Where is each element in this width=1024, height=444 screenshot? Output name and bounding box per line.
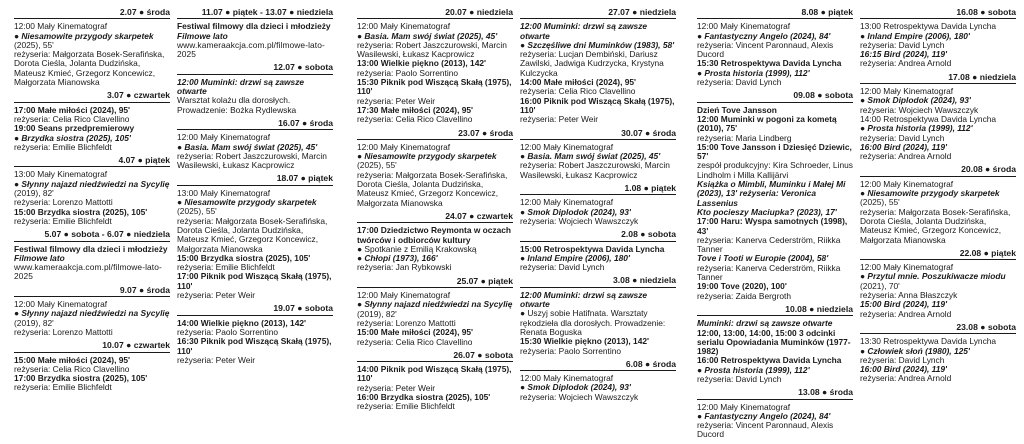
program-line: (2025), 55'	[177, 206, 217, 217]
program-line: 12:00 Mały Kinematograf	[14, 21, 108, 32]
date-header: 2.07 ● środa	[14, 8, 170, 19]
director-credit: reżyseria: Emilie Blichfeldt	[14, 215, 112, 226]
director-credit: reżyseria: Robert Jaszczurowski, Marcin Wasilewski, Łukasz Kacprowicz	[177, 150, 330, 171]
film-title: Filmowe lato	[14, 252, 65, 263]
program-line: (2019), 82'	[14, 317, 54, 328]
director-credit: reżyseria: Vincent Paronnaud, Alexis Ducord	[697, 39, 836, 60]
program-line: 12:00 Mały Kinematograf	[860, 262, 954, 273]
program-line: 17:30 Małe miłości (2024), 95'	[357, 104, 474, 115]
director-credit: reżyseria: Kanerva Cederström, Riikka Tanner	[697, 234, 843, 255]
film-title: ● Słynny najazd niedźwiedzi na Sycylię	[357, 299, 513, 310]
film-title: ● Prosta historia (1999), 112'	[697, 67, 810, 78]
date-header: 24.07 ● czwartek	[357, 212, 513, 223]
program-line: 17:00 Haru: Wyspa samotnych (1998), 43'	[697, 216, 850, 236]
director-credit: reżyseria: Robert Jaszczurowski, Marcin Wasilewski, Łukasz Kacprowicz	[357, 39, 510, 60]
day-section	[860, 165, 1016, 244]
film-title: ● Słynny najazd niedźwiedzi na Sycylię	[14, 308, 170, 319]
day-section	[697, 90, 856, 301]
program-line: 12:00 Muminki w pogoni za kometą (2010), 75'	[697, 113, 839, 134]
program-line: 15:00 Brzydka siostra (2025), 105'	[177, 252, 311, 263]
director-credit: reżyseria: Peter Weir	[177, 354, 256, 365]
program-line: Warsztat kolażu dla dorosłych.	[177, 95, 291, 106]
program-line: 14:00 Wielkie piękno (2013), 142'	[177, 317, 307, 328]
program-line: Festiwal filmowy dla dzieci i młodzieży	[14, 243, 168, 254]
schedule-column	[860, 8, 1016, 388]
date-header: 10.07 ● czwartek	[14, 341, 170, 352]
date-header: 13.08 ● środa	[697, 388, 853, 399]
film-title: ● Prosta historia (1999), 112'	[697, 364, 810, 375]
program-line: 16:00 Piknik pod Wiszącą Skałą (1975), 110'	[520, 95, 677, 115]
date-header: 12.07 ● sobota	[177, 63, 333, 74]
program-line: 12:00 Mały Kinematograf	[697, 21, 791, 32]
film-title: ● Basia. Mam swój świat (2025), 45'	[357, 30, 498, 41]
director-credit: reżyseria: Wojciech Wawszczyk	[520, 391, 639, 402]
day-section	[520, 230, 676, 272]
program-line: 17:00 Piknik pod Wiszącą Skałą (1975), 110'	[177, 271, 334, 291]
date-header: 30.07 ● środa	[520, 129, 676, 140]
day-section	[697, 388, 853, 439]
program-line: 14:00 Małe miłości (2024), 95'	[520, 77, 637, 88]
program-line: 13:00 Mały Kinematograf	[14, 169, 108, 180]
date-header: 20.08 ● środa	[860, 165, 1016, 176]
day-section	[697, 8, 853, 87]
day-section	[357, 351, 513, 412]
day-section	[14, 156, 170, 226]
film-title: ● Szczęśliwe dni Muminków (1983), 58'	[520, 39, 675, 50]
director-credit: reżyseria: Zaida Bergroth	[697, 290, 792, 301]
film-title: ● Słynny najazd niedźwiedzi na Sycylię	[14, 178, 170, 189]
date-header: 3.08 ● niedziela	[520, 276, 676, 287]
program-line: 12:00 Mały Kinematograf	[357, 21, 451, 32]
program-line: 12:00 Mały Kinematograf	[520, 373, 614, 384]
program-line: 17:00 Dziedzictwo Reymonta w oczach twórców i odbiorców kultury	[357, 225, 514, 245]
film-title: Książka o Mimbli, Muminku i Małej Mi (2023), 13' reżyseria: Veronica Lassenius	[697, 179, 848, 208]
director-credit: reżyseria: Vincent Paronnaud, Alexis Ducord	[697, 420, 836, 440]
program-line: 13:00 Mały Kinematograf	[177, 187, 271, 198]
director-credit: reżyseria: Emilie Blichfeldt	[14, 382, 112, 393]
program-line: 16:30 Piknik pod Wiszącą Skałą (1975), 110'	[177, 336, 334, 356]
director-credit: reżyseria: Emilie Blichfeldt	[14, 141, 112, 152]
day-section	[14, 286, 170, 337]
program-line: Prowadzenie: Bożka Rydlewska	[177, 104, 297, 115]
director-credit: reżyseria: Celia Rico Clavellino	[14, 113, 130, 124]
director-credit: reżyseria: Paolo Sorrentino	[177, 326, 279, 337]
date-header: 27.07 ● niedziela	[520, 8, 676, 19]
date-header: 2.08 ● sobota	[520, 230, 676, 241]
program-line: 15:00 Retrospektywa Davida Lyncha	[520, 243, 665, 254]
director-credit: reżyseria: Małgorzata Bosek-Serafińska, Dorota Cieśla, Jolanta Dudzińska, Mateusz Kmieć, Grzegorz Koncewicz, Małgorzata Mianowska	[177, 215, 330, 254]
director-credit: reżyseria: Emilie Blichfeldt	[177, 262, 275, 273]
film-title: 12:00 Muminki: drzwi są zawsze otwarte	[520, 21, 650, 41]
director-credit: reżyseria: Małgorzata Bosek-Serafińska, Dorota Cieśla, Jolanta Dudzińska, Mateusz Kmieć, Grzegorz Koncewicz, Małgorzata Mianowska	[357, 169, 510, 208]
director-credit: reżyseria: Maria Lindberg	[697, 132, 792, 143]
program-line: Festiwal filmowy dla dzieci i młodzieży	[177, 21, 331, 32]
date-header: 3.07 ● czwartek	[14, 91, 170, 102]
program-line: 13:00 Wielkie piękno (2013), 142'	[357, 58, 487, 69]
program-line: 16:00 Brzydka siostra (2025), 105'	[357, 391, 491, 402]
schedule-column	[177, 8, 333, 369]
film-title: Muminki: drzwi są zawsze otwarte	[697, 318, 833, 329]
film-title: ● Inland Empire (2006), 180'	[520, 252, 630, 263]
program-line: 13:00 Retrospektywa Davida Lyncha	[860, 21, 997, 32]
schedule-column	[520, 8, 676, 406]
schedule-column	[14, 8, 170, 397]
date-header: 22.08 ● piątek	[860, 249, 1016, 260]
film-title: 16:00 Bird (2024), 119'	[860, 141, 948, 152]
schedule-column	[357, 8, 513, 416]
day-section	[520, 360, 676, 402]
program-line: 14:00 Piknik pod Wiszącą Skałą (1975), 110'	[357, 364, 514, 384]
program-line: 15:30 Retrospektywa Davida Lyncha	[697, 58, 842, 69]
film-title: Filmowe lato	[177, 30, 228, 41]
program-line: 16:00 Retrospektywa Davida Lyncha	[697, 355, 842, 366]
director-credit: reżyseria: David Lynch	[860, 39, 945, 50]
program-line: 19:00 Seans przedpremierowy	[14, 123, 135, 134]
program-line: 12:00 Mały Kinematograf	[357, 290, 451, 301]
day-section	[520, 129, 676, 180]
director-credit: reżyseria: Jan Rybkowski	[357, 262, 452, 273]
date-header: 5.07 ● sobota - 6.07 ● niedziela	[14, 230, 170, 241]
date-header: 20.07 ● niedziela	[357, 8, 513, 19]
date-header: 23.08 ● sobota	[860, 323, 1016, 334]
director-credit: reżyseria: David Lynch	[860, 354, 945, 365]
day-section	[14, 8, 170, 87]
day-section	[14, 341, 170, 392]
film-title: ● Fantastyczny Angelo (2024), 84'	[697, 410, 831, 421]
program-line: (2025), 55'	[860, 197, 900, 208]
film-title: 16:00 Bird (2024), 119'	[860, 364, 948, 375]
director-credit: reżyseria: Celia Rico Clavellino	[520, 86, 636, 97]
date-header: 4.07 ● piątek	[14, 156, 170, 167]
program-line: Dzień Tove Jansson	[697, 104, 777, 115]
director-credit: reżyseria: Peter Weir	[357, 95, 436, 106]
program-line: zespół produkcyjny: Kira Schroeder, Linus Lindholm i Milla Kallijärvi	[697, 160, 856, 180]
program-line: (2025), 55'	[357, 160, 397, 171]
day-section	[14, 91, 170, 152]
program-line: 12:00 Mały Kinematograf	[14, 299, 108, 310]
film-title: ● Smok Diplodok (2024), 93'	[520, 206, 631, 217]
director-credit: reżyseria: Lorenzo Mattotti	[14, 326, 113, 337]
day-section	[357, 8, 513, 125]
date-header: 17.08 ● niedziela	[860, 73, 1016, 84]
day-section	[697, 305, 853, 384]
film-title: ● Fantastyczny Angelo (2024), 84'	[697, 30, 831, 41]
day-section	[520, 276, 676, 355]
director-credit: reżyseria: Wojciech Wawszczyk	[520, 215, 639, 226]
day-section	[177, 63, 333, 114]
program-line: 12:00 Mały Kinematograf	[520, 197, 614, 208]
date-header: 16.07 ● środa	[177, 119, 333, 130]
director-credit: reżyseria: Celia Rico Clavellino	[357, 114, 473, 125]
film-title: ● Niesamowite przygody skarpetek	[357, 151, 497, 162]
director-credit: reżyseria: Lorenzo Mattotti	[357, 317, 456, 328]
date-header: 16.08 ● sobota	[860, 8, 1016, 19]
director-credit: reżyseria: David Lynch	[697, 373, 782, 384]
program-line: 17:00 Małe miłości (2024), 95'	[14, 104, 131, 115]
program-line: 17:00 Brzydka siostra (2025), 105'	[14, 373, 148, 384]
director-credit: reżyseria: Lucjan Dembiński, Dariusz Zawilski, Jadwiga Kudrzycka, Krystyna Kulczycka	[520, 49, 667, 78]
program-line: 12:00 Mały Kinematograf	[357, 141, 451, 152]
director-credit: reżyseria: Andrea Arnold	[860, 308, 952, 319]
day-section	[860, 8, 1016, 69]
director-credit: reżyseria: Małgorzata Bosek-Serafińska, Dorota Cieśla, Jolanta Dudzińska, Mateusz Kmieć, Grzegorz Koncewicz, Małgorzata Mianowska	[14, 49, 167, 88]
day-section	[177, 174, 333, 300]
director-credit: reżyseria: Emilie Blichfeldt	[357, 401, 455, 412]
program-line: 15:00 Tove Jansson i Dziesięć Dziewic, 57'	[697, 141, 855, 162]
director-credit: reżyseria: Anna Błaszczyk	[860, 290, 958, 301]
date-header: 1.08 ● piątek	[520, 184, 676, 195]
director-credit: reżyseria: David Lynch	[860, 132, 945, 143]
program-line: ● Spotkanie z Emilią Krakowską	[357, 243, 477, 254]
film-title: ● Niesamowite przygody skarpetek	[177, 197, 317, 208]
director-credit: reżyseria: Paolo Sorrentino	[357, 67, 459, 78]
film-title: 12:00 Muminki: drzwi są zawsze otwarte	[177, 76, 307, 97]
program-line: 15:00 Brzydka siostra (2025), 105'	[14, 206, 148, 217]
film-title: ● Basia. Mam swój świat (2025), 45'	[520, 151, 661, 162]
director-credit: reżyseria: Peter Weir	[177, 290, 256, 301]
director-credit: reżyseria: Małgorzata Bosek-Serafińska, Dorota Cieśla, Jolanta Dudzińska, Mateusz Kmieć, Grzegorz Koncewicz, Małgorzata Mianowska	[860, 206, 1013, 245]
film-title: ● Niesamowite przygody skarpetek	[860, 188, 1000, 199]
date-header: 8.08 ● piątek	[697, 8, 853, 19]
date-header: 25.07 ● piątek	[357, 277, 513, 288]
day-section	[177, 304, 333, 365]
film-title: ● Niesamowite przygody skarpetek	[14, 30, 154, 41]
day-section	[14, 230, 170, 281]
director-credit: reżyseria: Peter Weir	[520, 114, 599, 125]
director-credit: reżyseria: David Lynch	[697, 77, 782, 88]
day-section	[860, 249, 1016, 319]
date-header: 23.07 ● środa	[357, 129, 513, 140]
film-title: Kto pocieszy Maciupka? (2023), 17'	[697, 206, 837, 217]
film-title: ● Człowiek słoń (1980), 125'	[860, 345, 970, 356]
director-credit: reżyseria: Robert Jaszczurowski, Marcin Wasilewski, Łukasz Kacprowicz	[520, 160, 673, 180]
film-title: ● Basia. Mam swój świat (2025), 45'	[177, 141, 318, 152]
film-title: ● Smok Diplodok (2024), 93'	[860, 95, 971, 106]
director-credit: reżyseria: Celia Rico Clavellino	[14, 363, 130, 374]
director-credit: reżyseria: Peter Weir	[357, 382, 436, 393]
film-title: ● Prosta historia (1999), 112'	[860, 123, 973, 134]
film-title: 12:00 Muminki: drzwi są zawsze otwarte	[520, 289, 650, 310]
date-header: 9.07 ● środa	[14, 286, 170, 297]
program-line: 12:00 Mały Kinematograf	[860, 178, 954, 189]
director-credit: reżyseria: Andrea Arnold	[860, 58, 952, 69]
program-line: 19:00 Tove (2020), 100'	[697, 281, 787, 292]
day-section	[357, 129, 513, 208]
program-line: 12:00 Mały Kinematograf	[697, 401, 791, 412]
director-credit: reżyseria: David Lynch	[520, 262, 605, 273]
program-line: 12:00 Mały Kinematograf	[860, 86, 954, 97]
program-line: 15:00 Małe miłości (2024), 95'	[14, 354, 131, 365]
film-title: Tove i Tooti w Europie (2004), 58'	[697, 253, 829, 264]
film-title: ● Brzydka siostra (2025), 105'	[14, 132, 131, 143]
director-credit: reżyseria: Wojciech Wawszczyk	[860, 104, 979, 115]
program-line: www.kameraakcja.com.pl/filmowe-lato-2025	[177, 39, 325, 60]
program-line: (2021), 70'	[860, 280, 900, 291]
program-line: 13:30 Retrospektywa Davida Lyncha	[860, 336, 997, 347]
director-credit: reżyseria: Lorenzo Mattotti	[14, 197, 113, 208]
program-line: www.kameraakcja.com.pl/filmowe-lato-2025	[14, 262, 162, 282]
day-section	[520, 8, 676, 125]
program-line: 14:00 Retrospektywa Davida Lyncha	[860, 113, 997, 124]
date-header: 11.07 ● piątek - 13.07 ● niedziela	[177, 8, 333, 19]
film-title: ● Chłopi (1973), 166'	[357, 253, 438, 264]
film-title: 15:00 Bird (2024), 119'	[860, 299, 948, 310]
director-credit: reżyseria: Kanerva Cederström, Riikka Tanner	[697, 262, 843, 283]
program-line: 15:00 Małe miłości (2024), 95'	[357, 327, 474, 338]
program-line: 15:30 Wielkie piękno (2013), 142'	[520, 336, 650, 347]
director-credit: reżyseria: Paolo Sorrentino	[520, 345, 622, 356]
program-line: 12:00 Mały Kinematograf	[177, 132, 271, 143]
date-header: 10.08 ● niedziela	[697, 305, 853, 316]
date-header: 6.08 ● środa	[520, 360, 676, 371]
program-line: 12:00 Mały Kinematograf	[520, 141, 614, 152]
day-section	[177, 119, 333, 170]
day-section	[860, 323, 1016, 384]
program-line: 12:00, 13:00, 14:00, 15:00 3 odcinki serialu Opowiadania Muminków (1977-1982)	[697, 327, 851, 357]
program-line: (2025), 55'	[14, 39, 54, 50]
film-title: ● Smok Diplodok (2024), 93'	[520, 382, 631, 393]
program-line: (2019), 82'	[14, 188, 54, 199]
date-header: 26.07 ● sobota	[357, 351, 513, 362]
director-credit: reżyseria: Celia Rico Clavellino	[357, 336, 473, 347]
day-section	[177, 8, 333, 59]
day-section	[520, 184, 676, 226]
film-title: 16:15 Bird (2024), 119'	[860, 49, 948, 60]
day-section	[860, 73, 1016, 162]
day-section	[357, 212, 513, 273]
director-credit: reżyseria: Andrea Arnold	[860, 151, 952, 162]
film-title: ● Przytul mnie. Poszukiwacze miodu	[860, 271, 1006, 282]
day-section	[357, 277, 513, 347]
program-line: (2019), 82'	[357, 308, 397, 319]
date-header: 09.08 ● sobota	[697, 91, 853, 102]
film-title: ● Inland Empire (2006), 180'	[860, 30, 970, 41]
date-header: 18.07 ● piątek	[177, 174, 333, 185]
date-header: 19.07 ● sobota	[177, 304, 333, 315]
director-credit: reżyseria: Andrea Arnold	[860, 373, 952, 384]
program-line: 15:30 Piknik pod Wiszącą Skałą (1975), 110'	[357, 77, 514, 97]
program-line: ● Uszyj sobie Hatifnata. Warsztaty rękodzieła dla dorosłych. Prowadzenie: Renata Boguska	[520, 308, 668, 337]
schedule-column	[697, 7, 856, 444]
